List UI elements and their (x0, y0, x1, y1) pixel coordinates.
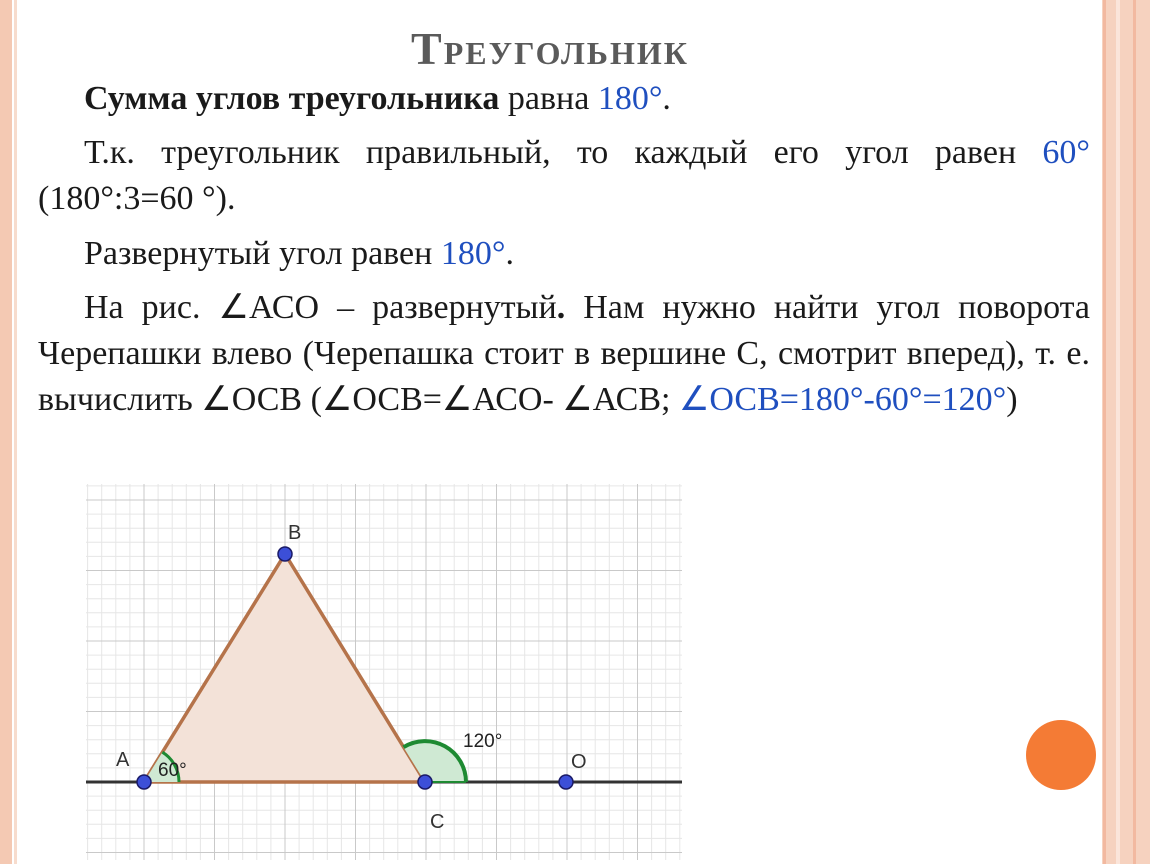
text: . (505, 234, 514, 272)
label-b: B (288, 522, 302, 544)
bold-phrase: Сумма углов треугольника (84, 80, 500, 117)
slide-body (38, 76, 1090, 432)
text: . (556, 288, 566, 326)
text: Развернутый угол равен (84, 234, 441, 272)
paragraph-angle-sum (38, 76, 1090, 122)
paragraph-equilateral (38, 130, 1090, 222)
value-highlight: 60° (1042, 134, 1090, 172)
paragraph-straight-angle (38, 231, 1090, 277)
label-o: O (571, 751, 587, 773)
text: (180°:3=60 °). (38, 180, 236, 218)
label-a: A (116, 749, 130, 771)
slide-title: Треугольник (411, 23, 689, 74)
frame-right-line (1116, 0, 1120, 864)
point-c (418, 775, 432, 789)
paragraph-turtle-turn (38, 285, 1090, 424)
label-angle-a: 60° (158, 760, 187, 781)
triangle-diagram (86, 484, 682, 860)
text: равна (499, 80, 598, 117)
point-a (137, 775, 151, 789)
frame-left-border (0, 0, 12, 864)
frame-right-line (1103, 0, 1106, 864)
frame-left-line (14, 0, 17, 864)
text: Т.к. треугольник правильный, то каждый его угол равен (84, 134, 1043, 172)
grid (86, 484, 682, 860)
label-c: C (430, 811, 445, 833)
frame-right-border (1102, 0, 1150, 864)
value-highlight: 180° (440, 234, 506, 272)
label-angle-c: 120° (463, 731, 503, 752)
frame-right-line (1133, 0, 1136, 864)
formula-highlight: ∠ОСВ=180°-60°=120° (678, 381, 1007, 419)
value-highlight: 180° (597, 80, 663, 117)
text: На рис. ∠АСО – развернутый (84, 288, 557, 326)
point-b (278, 547, 292, 561)
text: Нам нужно найти угол поворота Черепашки влево (Черепашка стоит в вершине С, смотрит вперед), т. е. вычислить ∠ОСВ (∠ОСВ=∠АСО- ∠АСВ; (38, 288, 1091, 419)
decorative-orange-circle (1026, 720, 1096, 790)
text: ) (1006, 381, 1018, 419)
point-o (559, 775, 573, 789)
text: . (662, 80, 671, 117)
